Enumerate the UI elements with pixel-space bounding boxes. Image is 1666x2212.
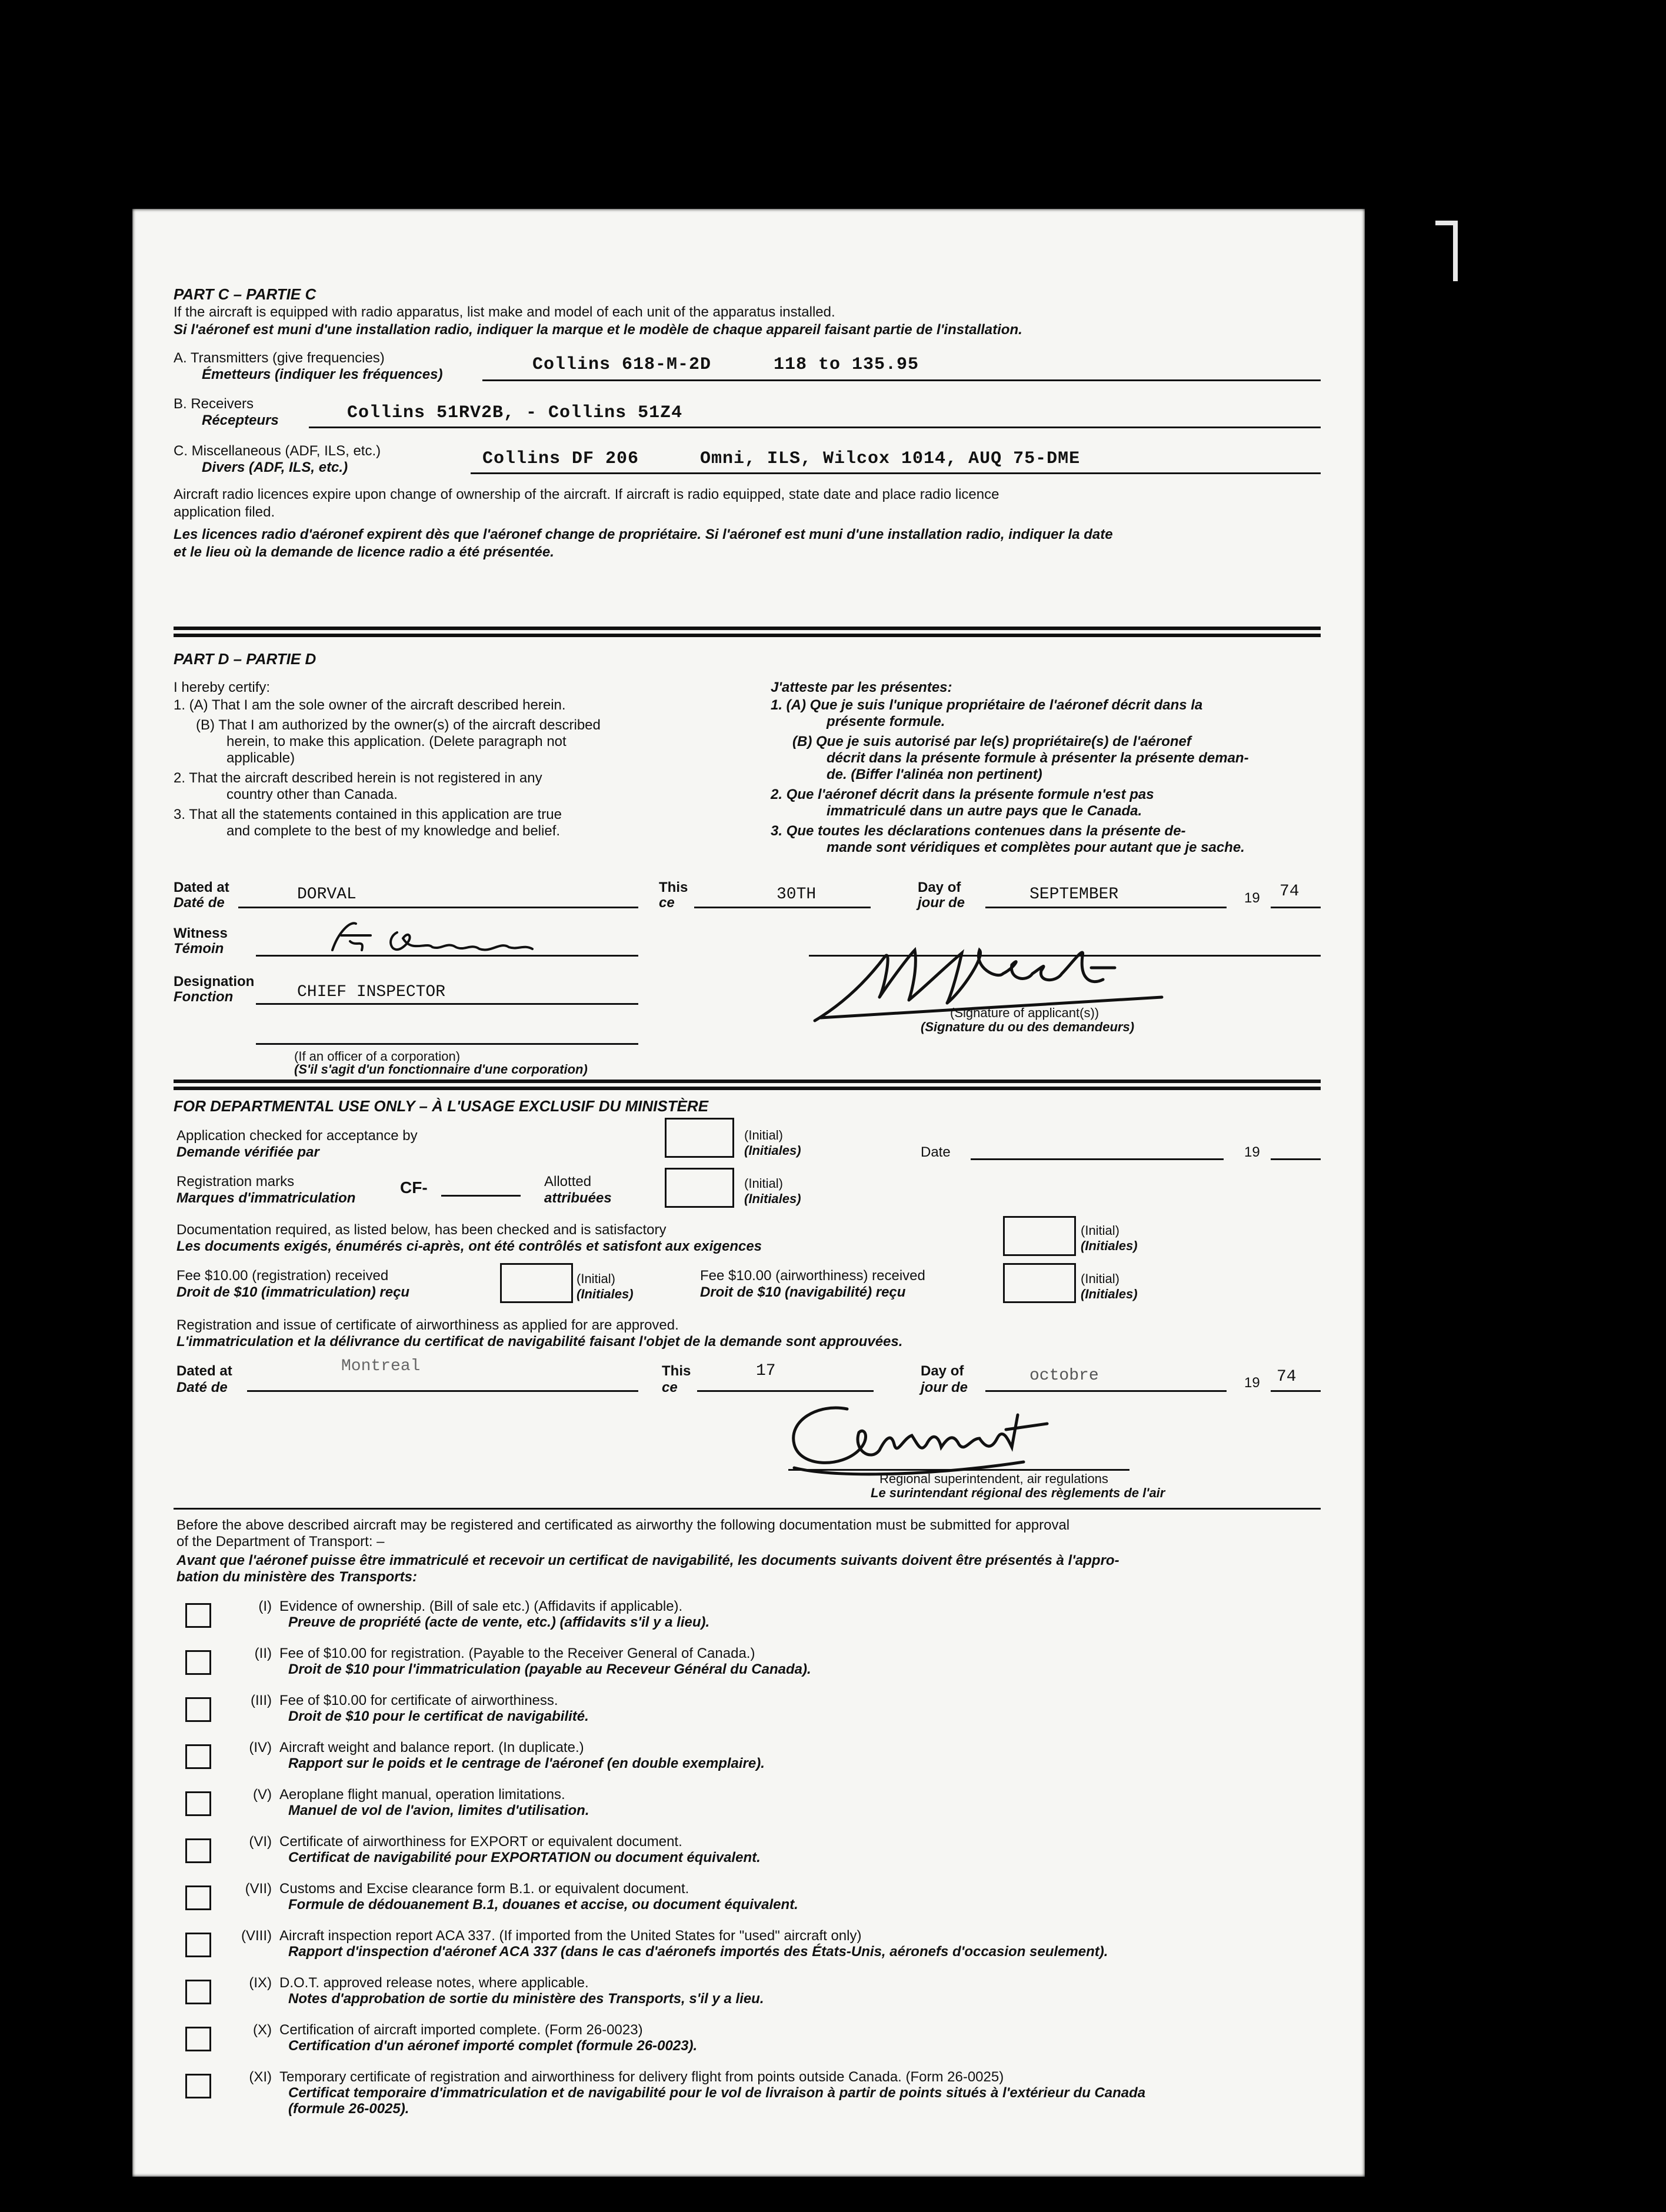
requirement-checkbox[interactable] [185, 1838, 211, 1863]
checked-label-fr: Demande vérifiée par [176, 1144, 319, 1160]
requirement-text-fr: Manuel de vol de l'avion, limites d'utilisation. [288, 1803, 589, 1818]
requirement-text: Fee of $10.00 for registration. (Payable to the Receiver General of Canada.) [279, 1645, 755, 1661]
dept-dated-at-label: Dated at [176, 1363, 232, 1379]
requirement-checkbox[interactable] [185, 1933, 211, 1957]
part-c-intro-fr: Si l'aéronef est muni d'une installation radio, indiquer la marque et le modèle de chaque appareil faisant partie de l'installation. [174, 322, 1022, 338]
witness-label: Witness [174, 925, 228, 941]
initial-label-2-fr: (Initiales) [744, 1191, 801, 1206]
section-divider [174, 1087, 1321, 1090]
requirement-text: Aircraft inspection report ACA 337. (If imported from the United States for "used" aircraft only) [279, 1928, 862, 1944]
initial-label-2: (Initial) [744, 1176, 784, 1191]
officer-line [256, 1043, 638, 1045]
part-c-intro-en: If the aircraft is equipped with radio apparatus, list make and model of each unit of the apparatus installed. [174, 304, 835, 320]
dated-at-label-fr: Daté de [174, 895, 225, 911]
misc-label: C. Miscellaneous (ADF, ILS, etc.) [174, 443, 381, 459]
requirement-text: Certification of aircraft imported complete. (Form 26-0023) [279, 2022, 643, 2038]
dept-year-prefix: 19 [1244, 1375, 1260, 1391]
misc-line [471, 472, 1321, 474]
day-line [694, 907, 871, 908]
form-page [132, 209, 1365, 2177]
section-divider [174, 634, 1321, 637]
fee-registration-initial-box [500, 1263, 573, 1303]
requirement-text-fr: Notes d'approbation de sortie du ministère des Transports, s'il y a lieu. [288, 1991, 764, 2007]
dept-day-of-label-fr: jour de [921, 1380, 968, 1395]
fee-registration-label: Fee $10.00 (registration) received [176, 1268, 389, 1284]
superintendent-line [788, 1469, 1129, 1471]
dated-at-line [238, 907, 638, 908]
part-d-heading: PART D – PARTIE D [174, 650, 316, 668]
witness-label-fr: Témoin [174, 941, 224, 957]
dept-this-label-fr: ce [662, 1380, 678, 1395]
date-label: Date [921, 1144, 951, 1160]
dept-dated-at-value: Montreal [341, 1357, 421, 1375]
requirement-checkbox[interactable] [185, 2074, 211, 2098]
initial-label-3-fr: (Initiales) [1081, 1238, 1138, 1253]
certify-fr-1a: 1. (A) Que je suis l'unique propriétaire de l'aéronef décrit dans la [771, 697, 1203, 713]
receivers-line [309, 427, 1321, 428]
licence-fr-1: Les licences radio d'aéronef expirent dès que l'aéronef change de propriétaire. Si l'aéronef est muni d'une installation radio, indiquer la date [174, 527, 1113, 542]
dept-this-label: This [662, 1363, 691, 1379]
this-label-fr: ce [659, 895, 675, 911]
transmitters-value: Collins 618-M-2D [532, 355, 712, 375]
receivers-label: B. Receivers [174, 396, 254, 412]
requirement-checkbox[interactable] [185, 2027, 211, 2051]
misc-value-2: Omni, ILS, Wilcox 1014, AUQ 75-DME [700, 449, 1081, 469]
year-value: 74 [1280, 882, 1300, 901]
part-c-heading: PART C – PARTIE C [174, 285, 316, 303]
dept-month-line [985, 1390, 1227, 1392]
initial-label: (Initial) [744, 1128, 784, 1142]
dept-day-of-label: Day of [921, 1363, 964, 1379]
misc-label-fr: Divers (ADF, ILS, etc.) [202, 459, 348, 475]
requirement-text-fr: Droit de $10 pour l'immatriculation (payable au Receveur Général du Canada). [288, 1661, 811, 1677]
transmitters-label-fr: Émetteurs (indiquer les fréquences) [202, 367, 443, 382]
requirement-number: (VIII) [241, 1928, 272, 1944]
certify-fr-1a-2: présente formule. [827, 714, 945, 729]
section-divider [174, 1080, 1321, 1083]
requirement-text-fr: Certificat de navigabilité pour EXPORTATION ou document équivalent. [288, 1850, 761, 1865]
requirement-text: Customs and Excise clearance form B.1. or equivalent document. [279, 1881, 689, 1897]
requirement-checkbox[interactable] [185, 1791, 211, 1816]
certify-fr-3-2: mande sont véridiques et complètes pour autant que je sache. [827, 840, 1245, 855]
certify-fr-1b-3: de. (Biffer l'alinéa non pertinent) [827, 767, 1042, 782]
requirement-text-fr-2: (formule 26-0025). [288, 2101, 409, 2117]
designation-value: CHIEF INSPECTOR [297, 983, 446, 1001]
regional-label-fr: Le surintendant régional des règlements de l'air [871, 1485, 1165, 1500]
departmental-heading: FOR DEPARTMENTAL USE ONLY – À L'USAGE EXCLUSIF DU MINISTÈRE [174, 1097, 709, 1115]
dept-month-value: octobre [1029, 1367, 1099, 1385]
witness-line [256, 955, 638, 957]
requirement-number: (XI) [249, 2069, 272, 2085]
transmitters-line [482, 379, 1321, 381]
transmitters-frequency: 118 to 135.95 [774, 355, 919, 375]
certify-en-3: 3. That all the statements contained in this application are true [174, 807, 562, 822]
certify-fr: J'atteste par les présentes: [771, 679, 952, 695]
designation-label-fr: Fonction [174, 989, 234, 1005]
requirement-text-fr: Droit de $10 pour le certificat de navigabilité. [288, 1708, 589, 1724]
reg-marks-line [441, 1195, 521, 1197]
documentation-label-fr: Les documents exigés, énumérés ci-après, ont été contrôlés et satisfont aux exigences [176, 1238, 762, 1254]
dated-at-label: Dated at [174, 880, 229, 895]
checked-label: Application checked for acceptance by [176, 1128, 418, 1144]
requirement-checkbox[interactable] [185, 1744, 211, 1769]
requirements-intro-en-2: of the Department of Transport: – [176, 1534, 385, 1550]
certify-en-1b-3: applicable) [226, 750, 295, 766]
requirement-checkbox[interactable] [185, 1885, 211, 1910]
fee-registration-label-fr: Droit de $10 (immatriculation) reçu [176, 1284, 410, 1300]
requirement-number: (IV) [249, 1740, 272, 1755]
certify-en-1a: 1. (A) That I am the sole owner of the aircraft described herein. [174, 697, 566, 713]
year-prefix: 19 [1244, 890, 1260, 906]
receivers-value: Collins 51RV2B, - Collins 51Z4 [347, 403, 683, 423]
officer-label-fr: (S'il s'agit d'un fonctionnaire d'une corporation) [294, 1062, 588, 1077]
officer-label: (If an officer of a corporation) [294, 1049, 461, 1064]
certify-en-2: 2. That the aircraft described herein is not registered in any [174, 770, 542, 786]
requirement-text-fr: Rapport sur le poids et le centrage de l'aéronef (en double exemplaire). [288, 1755, 765, 1771]
date-year-line [1271, 1158, 1321, 1160]
requirement-number: (VII) [245, 1881, 272, 1897]
day-of-label-fr: jour de [918, 895, 965, 911]
cf-prefix: CF- [400, 1178, 428, 1197]
dated-at-value: DORVAL [297, 885, 356, 904]
requirements-intro-fr-2: bation du ministère des Transports: [176, 1569, 417, 1585]
requirement-text-fr: Preuve de propriété (acte de vente, etc.) (affidavits s'il y a lieu). [288, 1614, 710, 1630]
requirement-text: Aeroplane flight manual, operation limitations. [279, 1787, 565, 1803]
dept-day-value: 17 [756, 1362, 776, 1380]
certify-fr-2: 2. Que l'aéronef décrit dans la présente formule n'est pas [771, 787, 1154, 802]
requirement-text: Aircraft weight and balance report. (In duplicate.) [279, 1740, 584, 1755]
certify-en-1b: (B) That I am authorized by the owner(s) of the aircraft described [196, 717, 601, 733]
requirement-text-fr: Rapport d'inspection d'aéronef ACA 337 (dans le cas d'aéronefs importés des États-Unis, aéronefs d'occasion seulement). [288, 1944, 1108, 1960]
certify-en-2-2: country other than Canada. [226, 787, 398, 802]
requirements-intro-en: Before the above described aircraft may be registered and certificated as airworthy the following documentation must be submitted for approval [176, 1517, 1070, 1533]
certify-en-3-2: and complete to the best of my knowledge and belief. [226, 823, 561, 839]
allotted-initial-box [665, 1168, 734, 1208]
section-divider [174, 1508, 1321, 1510]
certify-en: I hereby certify: [174, 679, 271, 695]
requirement-checkbox[interactable] [185, 1603, 211, 1628]
scan-edge-mark [1435, 221, 1458, 281]
fee-airworthiness-label: Fee $10.00 (airworthiness) received [700, 1268, 925, 1284]
requirement-number: (X) [253, 2022, 272, 2038]
requirement-checkbox[interactable] [185, 1650, 211, 1675]
initial-label-3: (Initial) [1081, 1223, 1120, 1238]
requirement-text: Fee of $10.00 for certificate of airworthiness. [279, 1693, 558, 1708]
licence-en-1: Aircraft radio licences expire upon change of ownership of the aircraft. If aircraft is radio equipped, state date and place radio licence [174, 487, 999, 502]
section-divider [174, 627, 1321, 630]
initial-label-4-fr: (Initiales) [577, 1287, 634, 1301]
initial-label-5: (Initial) [1081, 1271, 1120, 1286]
dept-dated-at-label-fr: Daté de [176, 1380, 228, 1395]
regional-label: Regional superintendent, air regulations [879, 1471, 1108, 1486]
fee-airworthiness-label-fr: Droit de $10 (navigabilité) reçu [700, 1284, 906, 1300]
fee-airworthiness-initial-box [1003, 1263, 1076, 1303]
requirement-text-fr: Certificat temporaire d'immatriculation et de navigabilité pour le vol de livraison à partir de points situés à l'extérieur du Canada [288, 2085, 1146, 2101]
documentation-initial-box [1003, 1216, 1076, 1256]
reg-marks-label-fr: Marques d'immatriculation [176, 1190, 356, 1206]
signature-applicant-label: (Signature of applicant(s)) [950, 1005, 1099, 1020]
requirement-text: D.O.T. approved release notes, where applicable. [279, 1975, 589, 1991]
requirement-checkbox[interactable] [185, 1697, 211, 1722]
requirement-text: Evidence of ownership. (Bill of sale etc.) (Affidavits if applicable). [279, 1598, 683, 1614]
receivers-label-fr: Récepteurs [202, 412, 279, 428]
requirement-text: Temporary certificate of registration and airworthiness for delivery flight from points outside Canada. (Form 26-0025) [279, 2069, 1004, 2085]
misc-value: Collins DF 206 [482, 449, 639, 469]
requirement-checkbox[interactable] [185, 1980, 211, 2004]
requirement-text-fr: Formule de dédouanement B.1, douanes et accise, ou document équivalent. [288, 1897, 798, 1913]
certify-fr-1b-2: décrit dans la présente formule à présenter la présente deman- [827, 750, 1249, 766]
dept-year-value: 74 [1277, 1368, 1297, 1386]
requirement-number: (VI) [249, 1834, 272, 1850]
documentation-label: Documentation required, as listed below, has been checked and is satisfactory [176, 1222, 667, 1238]
dept-day-line [697, 1390, 874, 1392]
initial-label-fr: (Initiales) [744, 1143, 801, 1158]
approval-label-fr: L'immatriculation et la délivrance du certificat de navigabilité faisant l'objet de la demande sont approuvées. [176, 1334, 903, 1350]
certify-fr-1b: (B) Que je suis autorisé par le(s) propriétaire(s) de l'aéronef [792, 734, 1191, 749]
dept-year-line [1271, 1390, 1321, 1392]
allotted-label-fr: attribuées [544, 1190, 612, 1206]
initial-label-4: (Initial) [577, 1271, 616, 1286]
certify-en-1b-2: herein, to make this application. (Delete paragraph not [226, 734, 567, 749]
date-line [971, 1158, 1224, 1160]
licence-en-2: application filed. [174, 504, 275, 520]
approval-label: Registration and issue of certificate of airworthiness as applied for are approved. [176, 1317, 679, 1333]
requirements-intro-fr: Avant que l'aéronef puisse être immatriculé et recevoir un certificat de navigabilité, les documents suivants doivent être présentés à l'appro- [176, 1553, 1119, 1568]
requirement-number: (III) [251, 1693, 272, 1708]
requirement-text: Certificate of airworthiness for EXPORT or equivalent document. [279, 1834, 682, 1850]
day-of-label: Day of [918, 880, 961, 895]
month-line [985, 907, 1227, 908]
transmitters-label: A. Transmitters (give frequencies) [174, 350, 385, 366]
year-line [1271, 907, 1321, 908]
dept-dated-at-line [247, 1390, 638, 1392]
this-label: This [659, 880, 688, 895]
certify-fr-2-2: immatriculé dans un autre pays que le Canada. [827, 803, 1142, 819]
requirement-number: (IX) [249, 1975, 272, 1991]
requirement-number: (V) [253, 1787, 272, 1803]
designation-line [256, 1003, 638, 1005]
signature-applicant-label-fr: (Signature du ou des demandeurs) [921, 1020, 1135, 1034]
day-value: 30TH [777, 885, 817, 904]
reg-marks-label: Registration marks [176, 1174, 295, 1190]
checked-initial-box [665, 1118, 734, 1158]
designation-label: Designation [174, 974, 255, 990]
requirement-number: (I) [258, 1598, 272, 1614]
requirement-number: (II) [254, 1645, 272, 1661]
certify-fr-3: 3. Que toutes les déclarations contenues dans la présente de- [771, 823, 1186, 839]
licence-fr-2: et le lieu où la demande de licence radio a été présentée. [174, 544, 554, 560]
month-value: SEPTEMBER [1029, 885, 1119, 904]
initial-label-5-fr: (Initiales) [1081, 1287, 1138, 1301]
allotted-label: Allotted [544, 1174, 592, 1190]
requirement-text-fr: Certification d'un aéronef importé complet (formule 26-0023). [288, 2038, 698, 2054]
date-year-prefix: 19 [1244, 1144, 1260, 1160]
